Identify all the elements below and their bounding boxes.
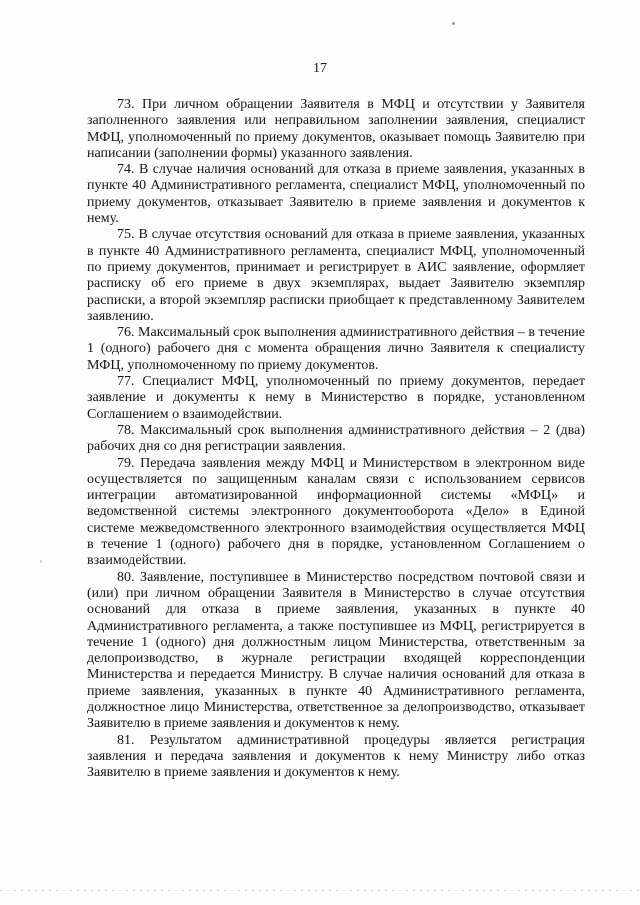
paragraph-81: 81. Результатом административной процедуры является регистрация заявления и передача заявления и документов к нему Министру либо отказ Заявителю в приеме заявления и документов к нему.	[87, 732, 585, 781]
page-number: 17	[313, 61, 327, 76]
paragraph-74: 74. В случае наличия оснований для отказа в приеме заявления, указанных в пункте 40 Административного регламента, специалист МФЦ, уполномоченный по приему документов, отказывает Заявителю в приеме заявления и документов к нему.	[87, 162, 585, 227]
scan-speck	[452, 22, 455, 25]
paragraph-78: 78. Максимальный срок выполнения административного действия – 2 (два) рабочих дня со дня регистрации заявления.	[87, 422, 585, 455]
paragraph-76: 76. Максимальный срок выполнения административного действия – в течение 1 (одного) рабочего дня с момента обращения лично Заявителя к специалисту МФЦ, уполномоченному по приему документов.	[87, 325, 585, 373]
paragraph-77: 77. Специалист МФЦ, уполномоченный по приему документов, передает заявление и документы к нему в Министерство в порядке, установленном Соглашением о взаимодействии.	[87, 374, 585, 422]
paragraph-73: 73. При личном обращении Заявителя в МФЦ и отсутствии у Заявителя заполненного заявления или неправильном заполнении заявления, специалист МФЦ, уполномоченный по приему документов, оказывает помощь Заявителю при написании (заполнении формы) указанного заявления.	[87, 97, 585, 161]
paragraph-80: 80. Заявление, поступившее в Министерство посредством почтовой связи и (или) при личном обращении Заявителя в Министерство в случае отсутствия оснований для отказа в приеме заявления, указанных в пункте 40 Административного регламента, а также поступившее из МФЦ, регистрируется в течение 1 (одного) дня должностным лицом Министерства, ответственным за делопроизводство, в журнале регистрации входящей корреспонденции Министерства и передается Министру. В случае наличия оснований для отказа в приеме заявления, указанных в пункте 40 Административного регламента, должностное лицо Министерства, ответственное за делопроизводство, отказывает Заявителю в приеме заявления и документов к нему.	[87, 569, 585, 732]
document-body	[87, 97, 585, 781]
scan-speck	[40, 560, 42, 563]
paragraph-75: 75. В случае отсутствия оснований для отказа в приеме заявления, указанных в пункте 40 Административного регламента, специалист МФЦ, уполномоченный по приему документов, принимает и регистрирует в АИС заявление, оформляет расписку об его приеме в двух экземплярах, выдает Заявителю экземпляр расписки, а второй экземпляр расписки приобщает к представленному Заявителем заявлению.	[87, 227, 585, 324]
paragraph-79: 79. Передача заявления между МФЦ и Министерством в электронном виде осуществляется по защищенным каналам связи с использованием сервисов интеграции автоматизированной информационной системы «МФЦ» и ведомственной системы электронного документооборота «Дело» в Единой системе межведомственного электронного взаимодействия осуществляется МФЦ в течение 1 (одного) рабочего дня в порядке, установленном Соглашением о взаимодействии.	[87, 455, 585, 569]
scan-edge-artifact	[0, 890, 640, 891]
